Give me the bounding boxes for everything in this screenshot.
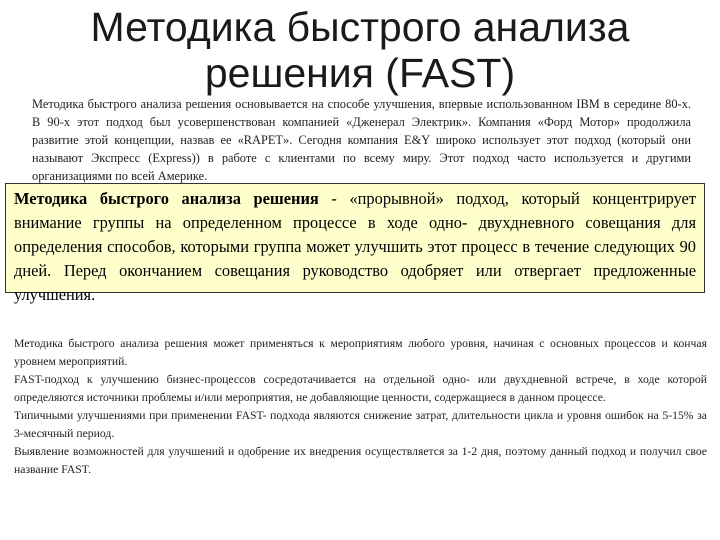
details-paragraph: Выявление возможностей для улучшений и одобрение их внедрения осуществляется за 1-2 дня, поэтому данный подход и получил свое название FAST. [14,445,707,476]
definition-term: Методика быстрого анализа решения [14,189,319,208]
title-line-2: решения (FAST) [204,50,516,96]
definition-text: - «прорывной» подход, который концентрирует внимание группы на определенном процессе в ходе одно- двухдневного совещания для определения способов, которыми группа может улучшить этот процесс в течение следующих 90 дней. Перед окончанием совещания руководство одобряет или отвергает предложенные улучшения. [14,189,696,304]
slide-title [0,4,720,96]
details-section [14,335,707,479]
details-paragraph: Типичными улучшениями при применении FAST- подхода являются снижение затрат, длительности цикла и уровня ошибок на 5-15% за 3-месячный период. [14,409,707,440]
definition-box [5,183,705,304]
details-paragraph: Методика быстрого анализа решения может применяться к мероприятиям любого уровня, начиная с основных процессов и кончая уровнем мероприятий. [14,337,707,368]
title-line-1: Методика быстрого анализа [90,4,630,50]
details-paragraph: FAST-подход к улучшению бизнес-процессов сосредотачивается на отдельной одно- или двухдневной встрече, в ходе которой определяются источники проблемы и/или мероприятия, не добавляющие ценности, содержащиеся в данном процессе. [14,373,707,404]
intro-paragraph: Методика быстрого анализа решения основывается на способе улучшения, впервые использованном IBM в середине 80-х. В 90-х этот подход был усовершенствован компанией «Дженерал Электрик». Компания «Форд Мотор» продолжила развитие этой концепции, назвав ее «RAPET». Сегодня компания E&Y широко использует этот подход (который они называют Экспресс (Express)) в работе с клиентами по всему миру. Этот подход часто используется и другими организациями по всей Америке. [32,97,691,183]
